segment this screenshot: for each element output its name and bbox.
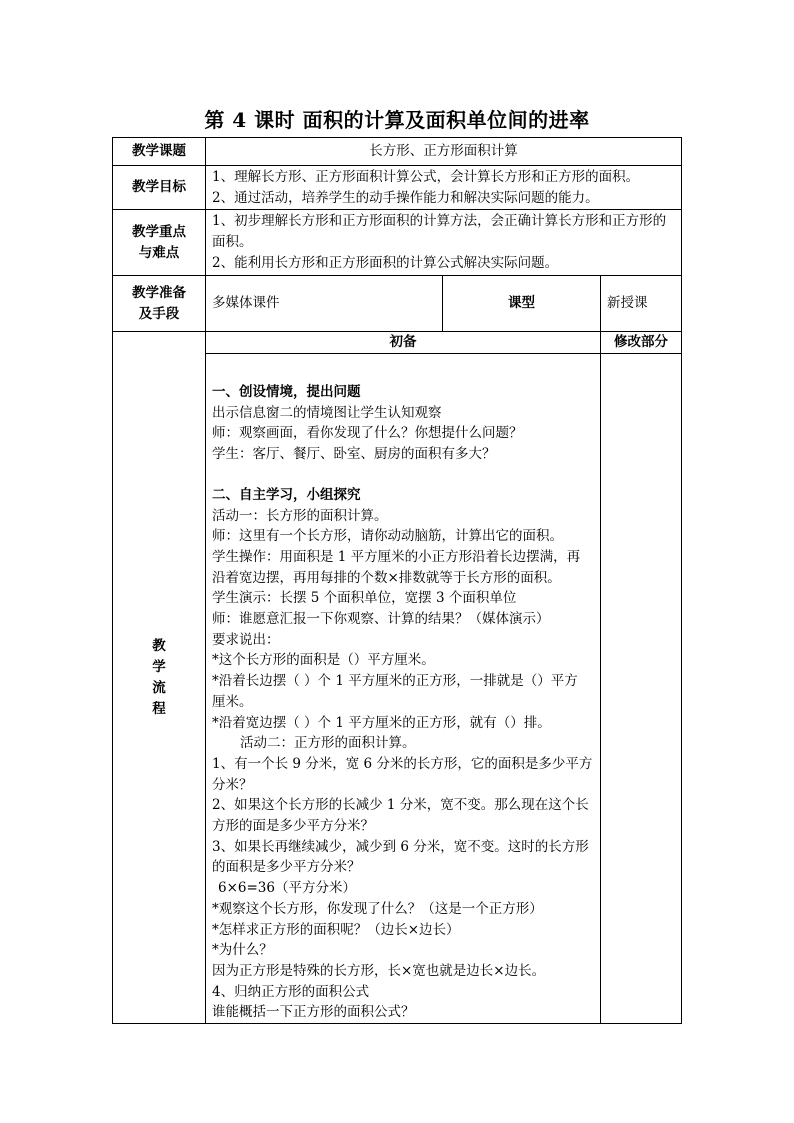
flow-label-char: 教 bbox=[152, 637, 166, 654]
content-line: 学生演示：长摆 5 个面积单位，宽摆 3 个面积单位 bbox=[212, 590, 517, 607]
focus-content bbox=[206, 210, 682, 276]
page-title: 第 4 课时 面积的计算及面积单位间的进率 bbox=[204, 108, 590, 132]
content-line: 因为正方形是特殊的长方形，长×宽也就是边长×边长。 bbox=[212, 962, 546, 979]
prep-value: 多媒体课件 bbox=[206, 276, 443, 332]
lesson-type-label: 课型 bbox=[443, 276, 601, 332]
flow-label bbox=[113, 332, 206, 1024]
content-line: 要求说出： bbox=[212, 631, 280, 648]
goals-content bbox=[206, 166, 682, 210]
flow-label-char: 程 bbox=[152, 700, 166, 717]
content-line: *沿着宽边摆（ ）个 1 平方厘米的正方形，就有（）排。 bbox=[212, 714, 551, 731]
content-line: *沿着长边摆（ ）个 1 平方厘米的正方形，一排就是（）平方 bbox=[212, 673, 578, 690]
goals-label: 教学目标 bbox=[113, 166, 206, 210]
focus-label bbox=[113, 210, 206, 276]
draft-column-header: 初备 bbox=[206, 332, 601, 354]
revision-column-header: 修改部分 bbox=[601, 332, 682, 354]
content-line: 师：观察画面，看你发现了什么？你想提什么问题？ bbox=[212, 425, 523, 442]
section-heading: 一、创设情境，提出问题 bbox=[212, 384, 361, 400]
content-line: 厘米。 bbox=[212, 693, 253, 710]
prep-label-line: 教学准备 bbox=[132, 284, 186, 301]
focus-label-line: 教学重点 bbox=[132, 223, 186, 240]
focus-row bbox=[113, 210, 682, 276]
goals-row bbox=[113, 166, 682, 210]
content-line: 2、如果这个长方形的长减少 1 分米，宽不变。那么现在这个长 bbox=[212, 797, 589, 814]
content-line: 师：这里有一个长方形，请你动动脑筋，计算出它的面积。 bbox=[212, 528, 563, 545]
content-line: 4、归纳正方形的面积公式 bbox=[212, 983, 370, 1000]
topic-label: 教学课题 bbox=[113, 138, 206, 166]
content-line: *怎样求正方形的面积呢？（边长×边长） bbox=[212, 921, 460, 938]
prep-label-line: 及手段 bbox=[138, 305, 180, 322]
prep-label bbox=[113, 276, 206, 332]
content-line: 学生：客厅、餐厅、卧室、厨房的面积有多大？ bbox=[212, 446, 496, 463]
content-line: 方形的面是多少平方分米？ bbox=[212, 818, 374, 835]
content-line: *观察这个长方形，你发现了什么？（这是一个正方形） bbox=[212, 900, 543, 917]
topic-row bbox=[113, 138, 682, 166]
formula-line: 6×6=36（平方分米） bbox=[218, 880, 356, 897]
content-line: 3、如果长再继续减少，减少到 6 分米，宽不变。这时的长方形 bbox=[212, 838, 589, 855]
revision-content bbox=[601, 354, 682, 1024]
content-line: *这个长方形的面积是（）平方厘米。 bbox=[212, 652, 435, 669]
content-line: *为什么？ bbox=[212, 942, 273, 959]
flow-label-char: 流 bbox=[152, 679, 166, 696]
activity-heading: 活动二：正方形的面积计算。 bbox=[240, 735, 416, 752]
content-line: 活动一：长方形的面积计算。 bbox=[212, 507, 388, 524]
content-line: 的面积是多少平方分米？ bbox=[212, 859, 361, 876]
draft-content bbox=[206, 354, 601, 1024]
content-line: 谁能概括一下正方形的面积公式？ bbox=[212, 1004, 415, 1021]
lesson-type-value: 新授课 bbox=[601, 276, 682, 332]
content-line: 学生操作：用面积是 1 平方厘米的小正方形沿着长边摆满，再 bbox=[212, 548, 581, 565]
content-line: 师：谁愿意汇报一下你观察、计算的结果？（媒体演示） bbox=[212, 611, 550, 628]
content-line: 沿着宽边摆，再用每排的个数×排数就等于长方形的面积。 bbox=[212, 569, 561, 586]
focus-line: 1、初步理解长方形和正方形面积的计算方法，会正确计算长方形和正方形的面积。 bbox=[212, 213, 667, 250]
content-line: 出示信息窗二的情境图让学生认知观察 bbox=[212, 404, 442, 421]
prep-row bbox=[113, 276, 682, 332]
content-line: 1、有一个长 9 分米，宽 6 分米的长方形，它的面积是多少平方 bbox=[212, 755, 593, 772]
topic-value: 长方形、正方形面积计算 bbox=[206, 138, 682, 166]
flow-label-char: 学 bbox=[152, 658, 166, 675]
goal-line: 1、理解长方形、正方形面积计算公式，会计算长方形和正方形的面积。 bbox=[212, 168, 640, 185]
section-heading: 二、自主学习，小组探究 bbox=[212, 486, 361, 503]
lesson-plan-table bbox=[112, 137, 682, 1024]
goal-line: 2、通过活动，培养学生的动手操作能力和解决实际问题的能力。 bbox=[212, 189, 599, 206]
content-line: 分米？ bbox=[212, 776, 253, 793]
focus-line: 2、能利用长方形和正方形面积的计算公式解决实际问题。 bbox=[212, 255, 559, 271]
flow-header-row bbox=[113, 332, 682, 354]
focus-label-line: 与难点 bbox=[138, 244, 180, 261]
